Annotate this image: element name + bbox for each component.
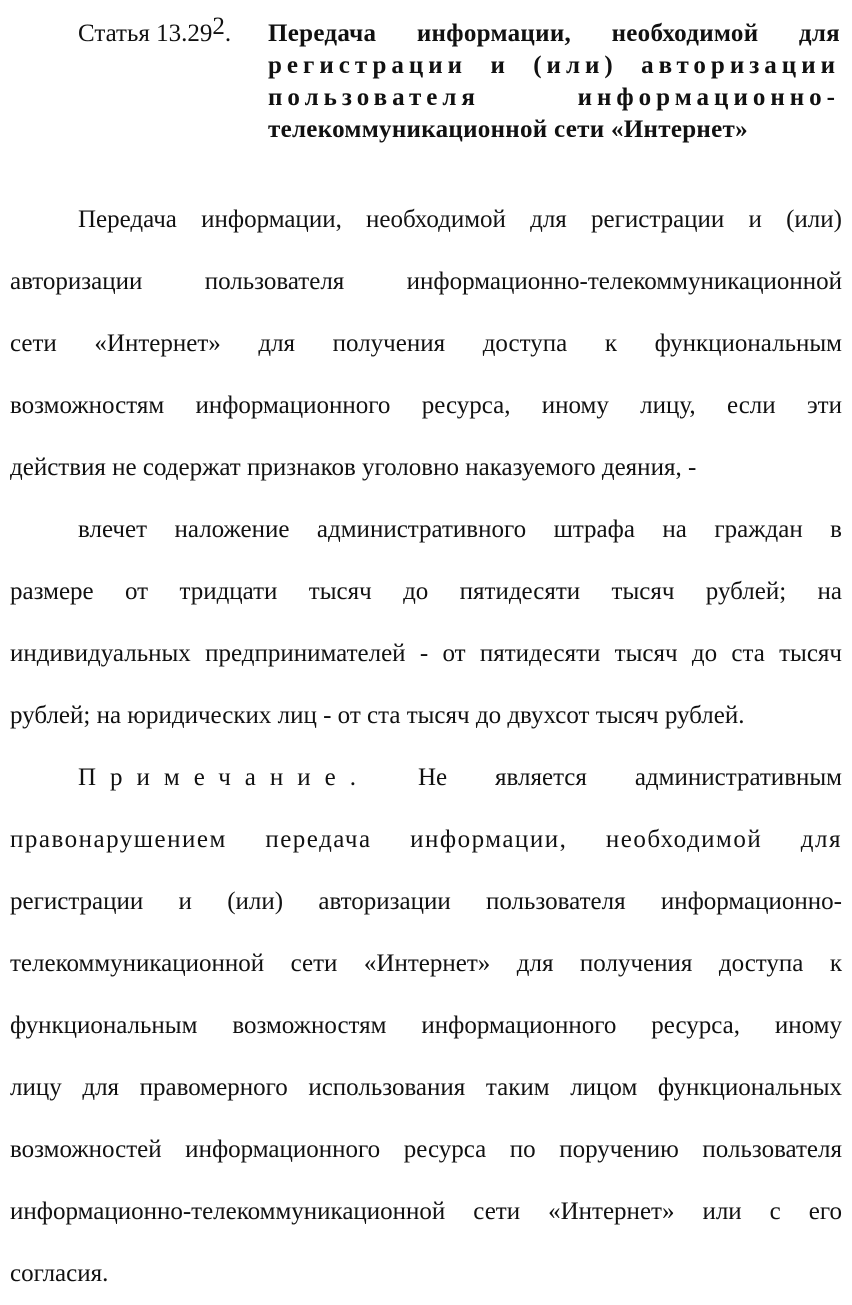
note-first-rest: Не является административным — [417, 764, 842, 791]
paragraph-line: Передача информации, необходимой для регистрации и (или) — [78, 206, 842, 233]
article-title — [268, 18, 840, 146]
article-number-suffix: . — [224, 20, 232, 47]
paragraph-line: информационно-телекоммуникационной сети «Интернет» или с его — [10, 1198, 842, 1225]
article-body — [10, 189, 842, 1305]
paragraph-line: функциональным возможностям информационного ресурса, иному — [10, 1012, 842, 1039]
paragraph-line: влечет наложение административного штрафа на граждан в — [78, 516, 842, 543]
article-title-line: регистрации и (или) авторизации — [268, 52, 840, 79]
article-number — [78, 13, 232, 50]
article-title-line: Передача информации, необходимой для — [268, 20, 840, 47]
paragraph-line: действия не содержат признаков уголовно наказуемого деяния, - — [10, 454, 697, 481]
paragraph-line: телекоммуникационной сети «Интернет» для получения доступа к — [10, 950, 842, 977]
paragraph-line: рублей; на юридических лиц - от ста тысяч до двухсот тысяч рублей. — [10, 702, 745, 729]
paragraph-line: лицу для правомерного использования таким лицом функциональных — [10, 1074, 842, 1101]
paragraph-line: согласия. — [10, 1260, 109, 1287]
paragraph-line: правонарушением передача информации, необходимой для — [10, 826, 842, 853]
note-label: Примечание. — [78, 764, 371, 791]
note-first-line — [10, 747, 842, 809]
article-number-superscript: 2 — [212, 13, 225, 40]
article-number-text: Статья 13.29 — [78, 20, 213, 47]
article-title-line: пользователя информационно- — [268, 84, 840, 111]
paragraph-line: размере от тридцати тысяч до пятидесяти тысяч рублей; на — [10, 578, 842, 605]
paragraph-line: индивидуальных предпринимателей - от пятидесяти тысяч до ста тысяч — [10, 640, 842, 667]
paragraph-line: возможностей информационного ресурса по поручению пользователя — [10, 1136, 842, 1163]
paragraph-line: регистрации и (или) авторизации пользователя информационно- — [10, 888, 842, 915]
article-heading — [78, 14, 842, 149]
paragraph-line: сети «Интернет» для получения доступа к функциональным — [10, 330, 842, 357]
article-title-line: телекоммуникационной сети «Интернет» — [268, 116, 748, 143]
paragraph-line: авторизации пользователя информационно-телекоммуникационной — [10, 268, 842, 295]
paragraph-line: возможностям информационного ресурса, иному лицу, если эти — [10, 392, 842, 419]
